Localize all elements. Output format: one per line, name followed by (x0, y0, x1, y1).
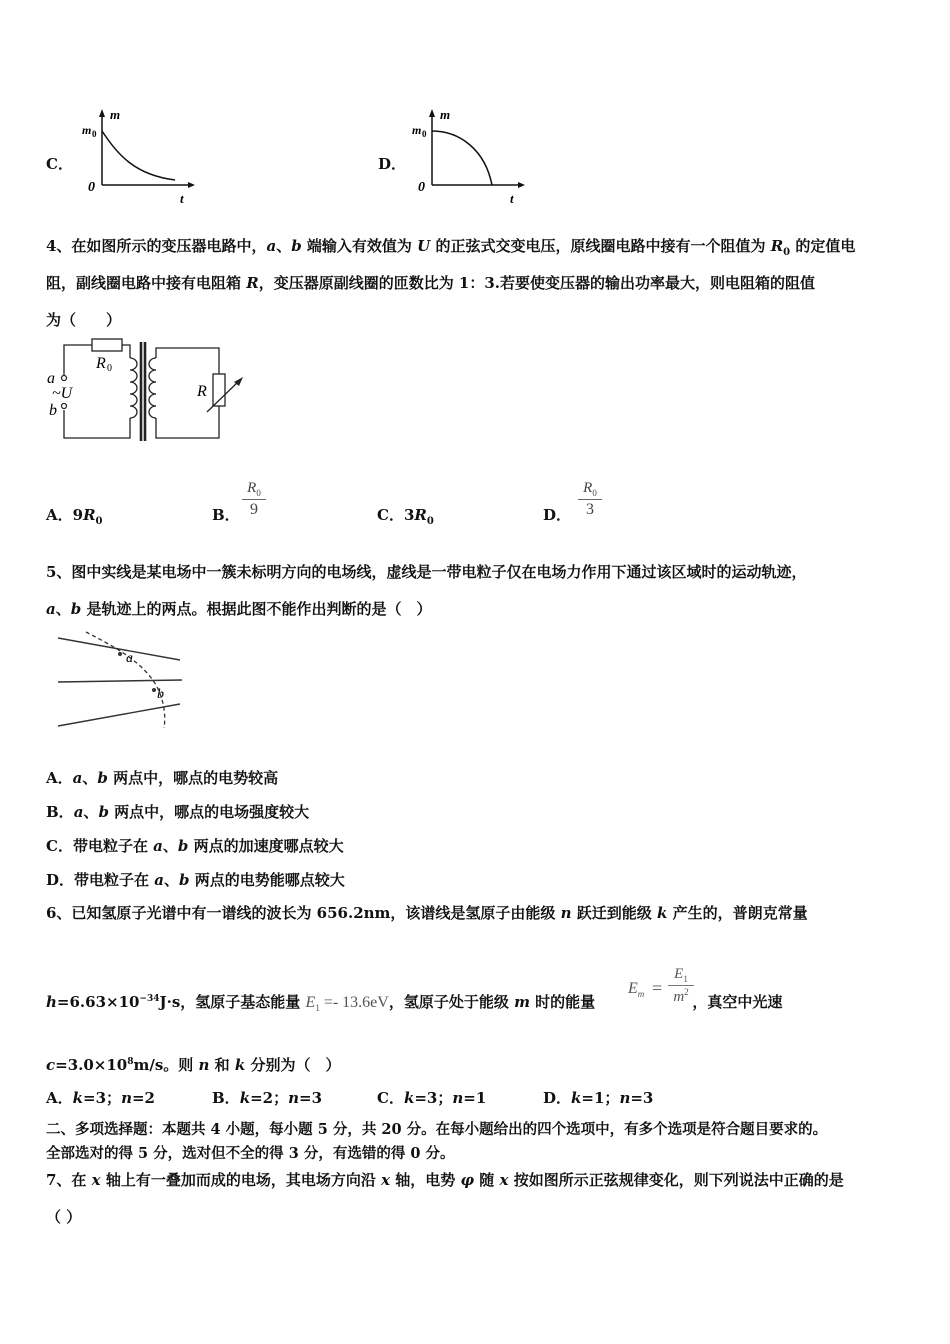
option-c-label: C． (46, 155, 73, 173)
q6-option-a[interactable]: A．k=3；n=2 (46, 1089, 155, 1107)
q5-option-a[interactable]: A．a、b 两点中，哪点的电势较高 (46, 769, 279, 787)
q6-line-2: $h=6.63\times 10^{-34}J\cdot s$，氢原子基态能量 $E_1 =- 13.6eV$，氢原子处于能级 m 时的能量 ，真空中光速 (46, 993, 783, 1014)
fig-label-b: b (49, 402, 57, 419)
axis-m0-sub: 0 (92, 129, 97, 139)
fig-point-a: a (126, 651, 133, 666)
axis-m: m (110, 107, 121, 122)
q6-option-b[interactable]: B．k=2；n=3 (212, 1089, 323, 1107)
axis-t: t (180, 191, 184, 205)
q4-option-c[interactable]: C．$3R_0$ (377, 506, 434, 527)
fig-label-a: a (47, 370, 55, 387)
option-d-label: D． (378, 155, 407, 173)
electric-field-lines-figure (56, 630, 186, 730)
q5-option-b[interactable]: B．a、b 两点中，哪点的电场强度较大 (46, 803, 310, 821)
axis-t: t (510, 191, 514, 205)
q6-option-d[interactable]: D．k=1；n=3 (543, 1089, 654, 1107)
q5-line-2: a、b 是轨迹上的两点。根据此图不能作出判断的是（ ） (46, 600, 432, 618)
transformer-circuit-figure (44, 338, 249, 444)
fig-label-r0-sub: 0 (107, 363, 112, 374)
q4-option-b[interactable]: B． (212, 506, 240, 524)
q5-option-d[interactable]: D．带电粒子在 a、b 两点的电势能哪点较大 (46, 871, 345, 889)
q4-option-b-fraction: $R_0$ 9 (242, 480, 266, 519)
axis-m: m (440, 107, 451, 122)
axis-m0: m (412, 123, 422, 137)
fig-label-r0: R (96, 355, 106, 372)
q6-option-c[interactable]: C．k=3；n=1 (377, 1089, 487, 1107)
q4-option-d[interactable]: D． (543, 506, 572, 524)
fig-label-u: ~U (52, 385, 73, 402)
q5-line-1: 5、图中实线是某电场中一簇未标明方向的电场线，虚线是一带电粒子仅在电场力作用下通过该区域时的运动轨迹， (46, 563, 807, 581)
q6-line-1: 6、已知氢原子光谱中有一谱线的波长为 656.2nm，该谱线是氢原子由能级 n 跃迁到能级 k 产生的，普朗克常量 (46, 904, 808, 922)
axis-m0-sub: 0 (422, 129, 427, 139)
graph-c-decay-curve (80, 105, 200, 205)
section-2-heading-line-1: 二、多项选择题：本题共 4 小题，每小题 5 分，共 20 分。在每小题给出的四个选项中，有多个选项是符合题目要求的。 (46, 1121, 828, 1138)
q6-energy-formula: $E_m$ = $E_1$ $m^2$ (628, 966, 698, 1014)
axis-origin: 0 (88, 180, 95, 195)
q7-line-1: 7、在 x 轴上有一叠加而成的电场，其电场方向沿 x 轴，电势 φ 随 x 按如图所示正弦规律变化，则下列说法中正确的是 (46, 1171, 844, 1189)
graph-d-quarter-curve (410, 105, 530, 205)
q5-option-c[interactable]: C．带电粒子在 a、b 两点的加速度哪点较大 (46, 837, 344, 855)
section-2-heading-line-2: 全部选对的得 5 分，选对但不全的得 3 分，有选错的得 0 分。 (46, 1145, 455, 1162)
q7-line-2: （ ） (46, 1208, 82, 1226)
q4-line-1: 4、在如图所示的变压器电路中，a、b 端输入有效值为 U 的正弦式交变电压，原线圈电路中接有一个阻值为 $R_0$ 的定值电 (46, 237, 856, 258)
q4-option-a[interactable]: A．$9R_0$ (46, 506, 103, 527)
q6-line-3: $c=3.0\times 10^8m/s$。则 n 和 k 分别为（ ） (46, 1056, 341, 1074)
q4-line-2: 阻，副线圈电路中接有电阻箱 R，变压器原副线圈的匝数比为 1：3.若要使变压器的输出功率最大，则电阻箱的阻值 (46, 274, 816, 292)
q4-option-d-fraction: $R_0$ 3 (578, 480, 602, 519)
axis-m0: m (82, 123, 92, 137)
fig-point-b: b (157, 687, 164, 702)
axis-origin: 0 (418, 180, 425, 195)
q4-line-3: 为（ ） (46, 311, 122, 329)
fig-label-r: R (197, 383, 207, 400)
